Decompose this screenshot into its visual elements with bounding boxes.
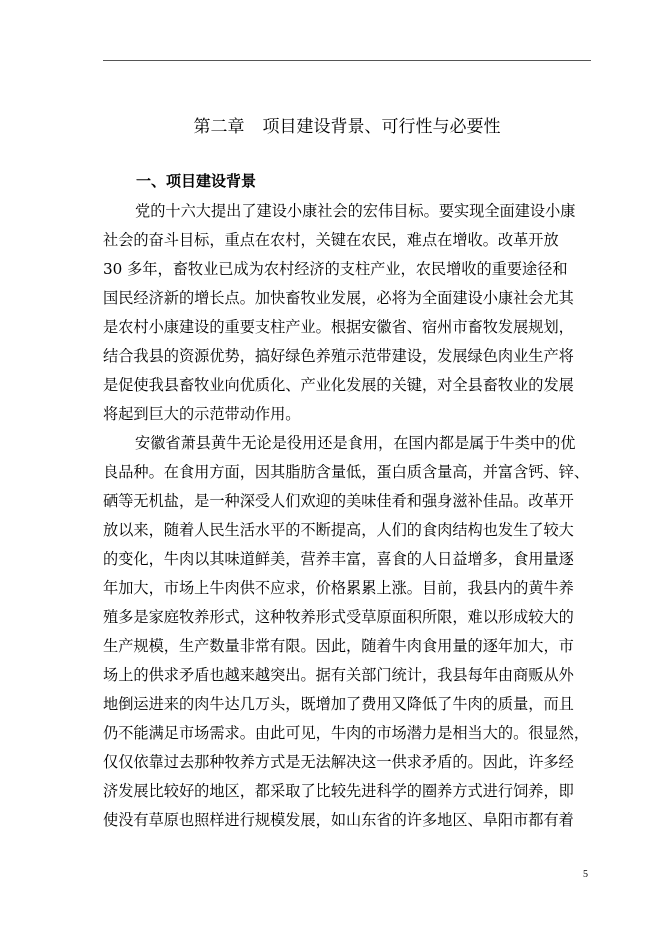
body-text-line: 良品种。在食用方面，因其脂肪含量低，蛋白质含量高，并富含钙、锌、	[103, 463, 589, 481]
body-text-line: 党的十六大提出了建设小康社会的宏伟目标。要实现全面建设小康	[135, 202, 576, 220]
header-rule	[103, 60, 591, 61]
body-text-line: 济发展比较好的地区，都采取了比较先进科学的圈养方式进行饲养，即	[103, 782, 574, 800]
body-text-line: 是农村小康建设的重要支柱产业。根据安徽省、宿州市畜牧发展规划，	[103, 318, 574, 336]
body-text-line: 结合我县的资源优势，搞好绿色养殖示范带建设，发展绿色肉业生产将	[103, 347, 574, 365]
body-text-line: 仍不能满足市场需求。由此可见，牛肉的市场潜力是相当大的。很显然，	[103, 724, 589, 742]
body-text-line: 国民经济新的增长点。加快畜牧业发展，必将为全面建设小康社会尤其	[103, 289, 574, 307]
body-text-line: 的变化，牛肉以其味道鲜美，营养丰富，喜食的人日益增多，食用量逐	[103, 550, 574, 568]
body-text-line: 使没有草原也照样进行规模发展，如山东省的许多地区、阜阳市都有着	[103, 811, 574, 829]
body-text-line: 年加大，市场上牛肉供不应求，价格累累上涨。目前，我县内的黄牛养	[103, 579, 574, 597]
body-text-line: 地倒运进来的肉牛达几万头，既增加了费用又降低了牛肉的质量，而且	[103, 695, 574, 713]
body-text-line: 生产规模，生产数量非常有限。因此，随着牛肉食用量的逐年加大，市	[103, 637, 574, 655]
body-text-line: 是促使我县畜牧业向优质化、产业化发展的关键，对全县畜牧业的发展	[103, 376, 574, 394]
body-text-line: 仅仅依靠过去那种牧养方式是无法解决这一供求矛盾的。因此，许多经	[103, 753, 574, 771]
page-number: 5	[583, 869, 588, 880]
chapter-label: 第二章	[193, 117, 245, 137]
body-text-line: 殖多是家庭牧养形式，这种牧养形式受草原面积所限，难以形成较大的	[103, 608, 574, 626]
chapter-title	[103, 115, 591, 139]
body-text-line: 安徽省萧县黄牛无论是役用还是食用，在国内都是属于牛类中的优	[135, 434, 576, 452]
body-text-line: 30 多年，畜牧业已成为农村经济的支柱产业，农民增收的重要途径和	[103, 260, 568, 278]
body-text-line: 放以来，随着人民生活水平的不断提高，人们的食肉结构也发生了较大	[103, 521, 574, 539]
body-text-line: 社会的奋斗目标，重点在农村，关键在农民，难点在增收。改革开放	[103, 231, 559, 249]
section-heading: 一、项目建设背景	[136, 172, 257, 190]
body-text-line: 场上的供求矛盾也越来越突出。据有关部门统计，我县每年由商贩从外	[103, 666, 574, 684]
body-text-line: 将起到巨大的示范带动作用。	[103, 405, 301, 423]
chapter-title-text: 项目建设背景、可行性与必要性	[262, 117, 501, 137]
body-text-line: 硒等无机盐，是一种深受人们欢迎的美味佳肴和强身滋补佳品。改革开	[103, 492, 574, 510]
